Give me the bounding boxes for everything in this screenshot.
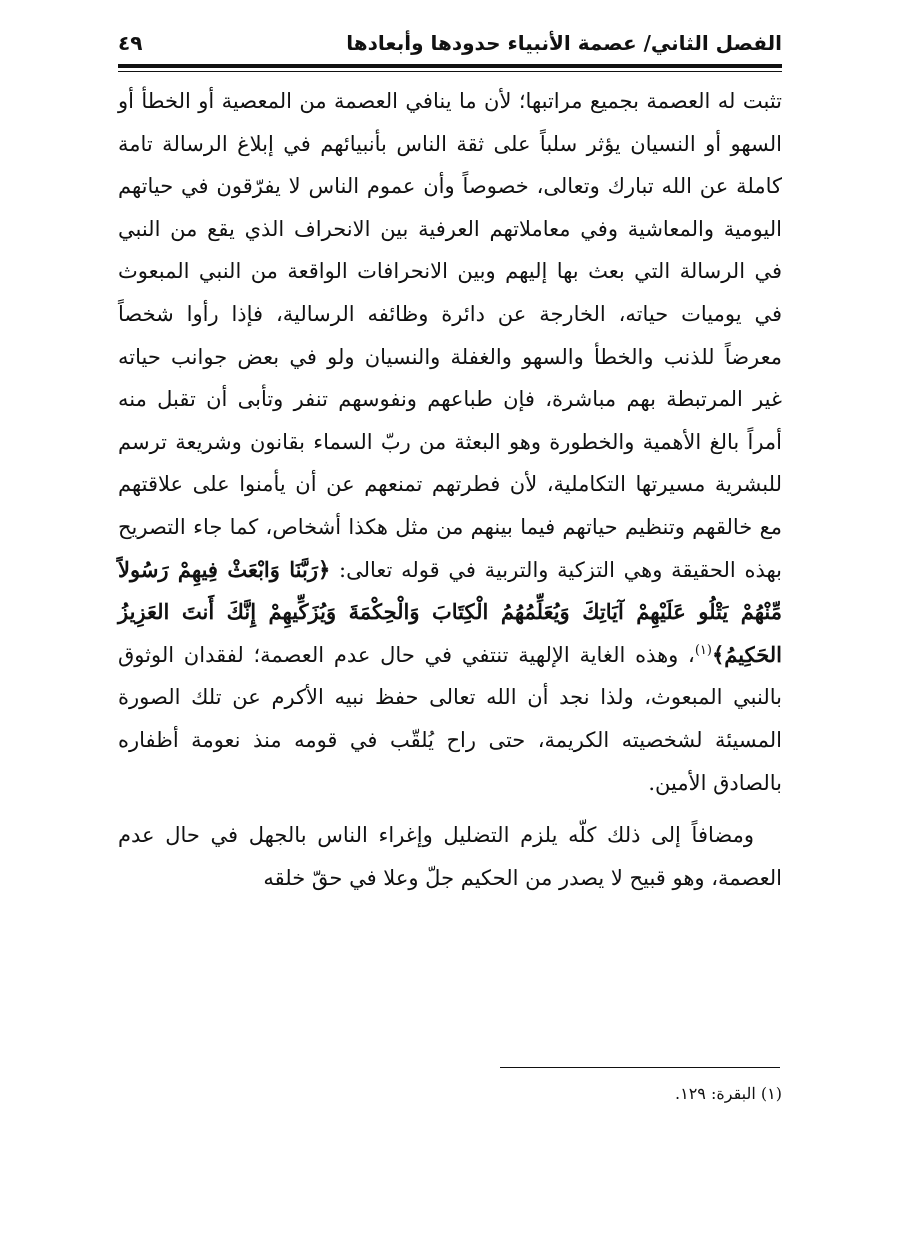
- footnote-separator: [500, 1067, 780, 1068]
- footnote: (١) البقرة: ١٢٩.: [675, 1084, 782, 1103]
- header-rule-thick: [118, 64, 782, 68]
- paragraph-1-text-b: ، وهذه الغاية الإلهية تنتفي في حال عدم العصمة؛ لفقدان الوثوق بالنبي المبعوث، ولذا نجد أن الله تعالى حفظ نبيه الأكرم عن تلك الصورة المسيئة لشخصيته الكريمة، حتى راح يُلقّب في قومه منذ نعومة أظفاره بالصادق الأمين.: [118, 642, 782, 795]
- main-text: [118, 80, 782, 899]
- paragraph-1: [118, 80, 782, 804]
- page-number: ٤٩: [118, 31, 143, 55]
- paragraph-2: ومضافاً إلى ذلك كلّه يلزم التضليل وإغراء الناس بالجهل في حال عدم العصمة، وهو قبيح لا يصدر من الحكيم جلّ وعلا في حقّ خلقه: [118, 823, 782, 890]
- paragraph-1-text-a: تثبت له العصمة بجميع مراتبها؛ لأن ما ينافي العصمة من المعصية أو الخطأ أو السهو أو النسيان يؤثر سلباً على ثقة الناس بأنبيائهم في إبلاغ الرسالة تامة كاملة عن الله تبارك وتعالى، خصوصاً وأن عموم الناس لا يفرّقون في حياتهم اليومية والمعاشية وفي معاملاتهم العرفية بين الانحراف الذي يقع من النبي في الرسالة التي بعث بها إليهم وبين الانحرافات الواقعة من النبي المبعوث في يوميات حياته، الخارجة عن دائرة وظائفه الرسالية، فإذا رأوا شخصاً معرضاً للذنب والخطأ والسهو والغفلة والنسيان ولو في بعض جوانب حياته غير المرتبطة بهم مباشرة، فإن طباعهم ونفوسهم تنفر وتأبى أن تقبل منه أمراً بالغ الأهمية والخطورة وهو البعثة من ربّ السماء بقانون وشريعة ترسم للبشرية مسيرتها التكاملية، لأن فطرتهم تمنعهم عن أن يأمنوا على علاقتهم مع خالقهم وتنظيم حياتهم فيما بينهم من مثل هكذا أشخاص، كما جاء التصريح بهذه الحقيقة وهي التزكية والتربية في قوله تعالى:: [118, 89, 783, 582]
- footnote-reference[interactable]: (١): [694, 642, 712, 658]
- header-rule-thin: [118, 71, 782, 72]
- chapter-title: الفصل الثاني/ عصمة الأنبياء حدودها وأبعادها: [346, 31, 782, 55]
- running-header: [118, 28, 782, 62]
- quran-verse: ﴿رَبَّنَا وَابْعَثْ فِيهِمْ رَسُولاً مِّنْهُمْ يَتْلُو عَلَيْهِمْ آيَاتِكَ وَيُعَلِّمُهُمُ الْكِتَابَ وَالْحِكْمَةَ وَيُزَكِّيهِمْ إِنَّكَ أَنتَ العَزِيزُ الحَكِيمُ﴾: [118, 556, 782, 667]
